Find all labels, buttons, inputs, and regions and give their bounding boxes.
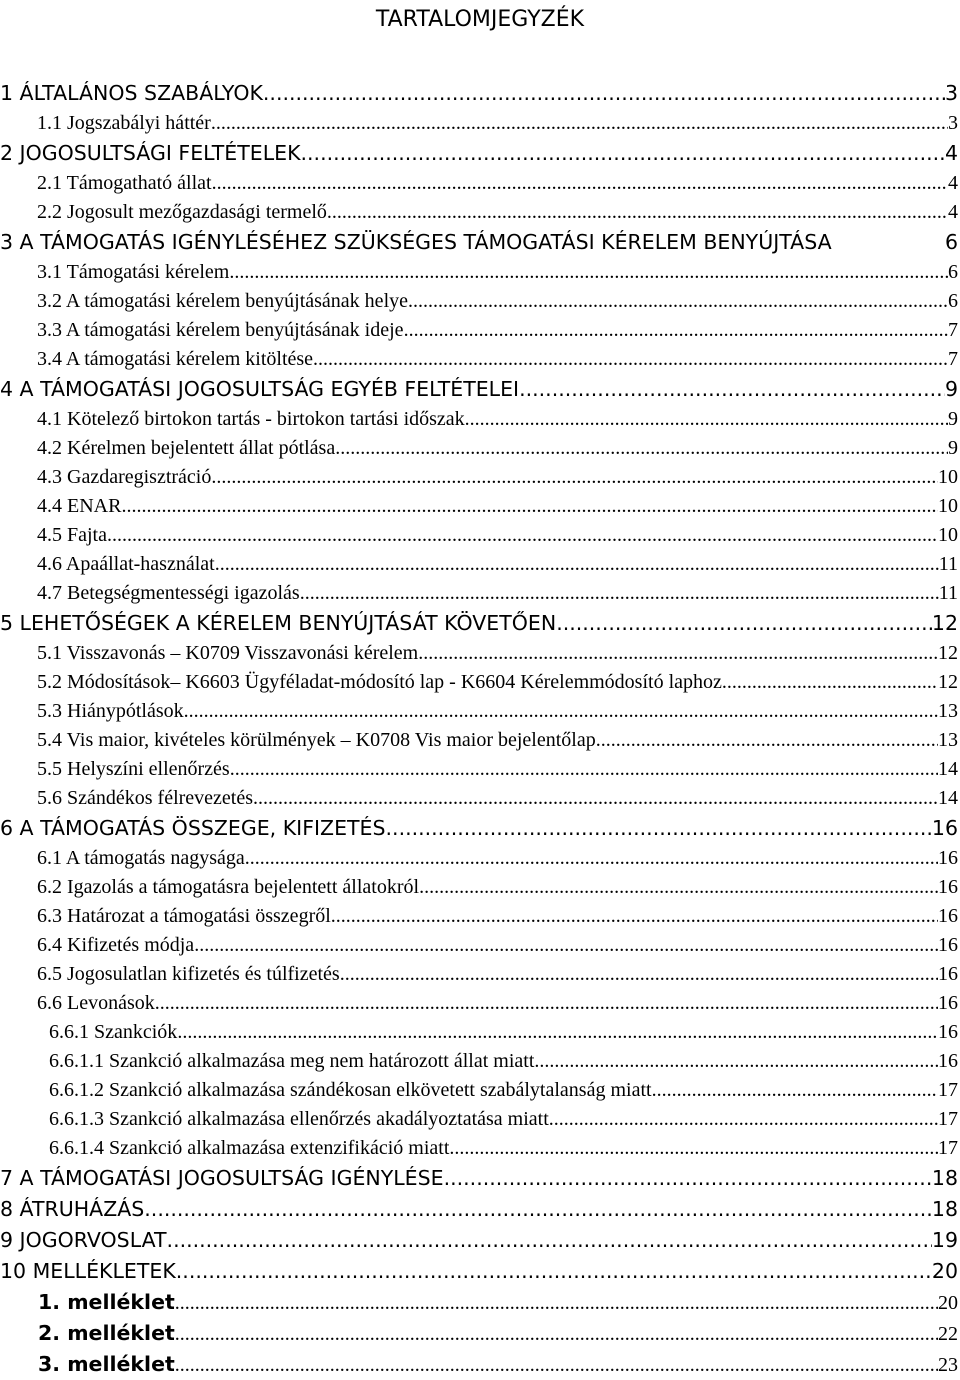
toc-entry-page-number: 9 (944, 377, 958, 401)
toc-entry-title: 4.3 Gazdaregisztráció (37, 466, 212, 488)
toc-entry[interactable] (0, 697, 960, 726)
toc-entry[interactable] (0, 1047, 960, 1076)
dot-leader (155, 989, 938, 1018)
toc-entry-title: 4.5 Fajta (37, 524, 107, 546)
toc-entry-title: 4.1 Kötelező birtokon tartás - birtokon tartási időszak (37, 408, 465, 430)
toc-entry-title: 4.7 Betegségmentességi igazolás (37, 582, 300, 604)
toc-entry-title: 7 A TÁMOGATÁSI JOGOSULTSÁG IGÉNYLÉSE (0, 1166, 444, 1190)
toc-entry[interactable] (0, 873, 960, 902)
dot-leader (300, 579, 939, 608)
toc-entry[interactable] (0, 1018, 960, 1047)
toc-entry-page-number: 7 (948, 319, 958, 341)
dot-leader (229, 258, 948, 287)
toc-entry-title: 6.6.1.1 Szankció alkalmazása meg nem határozott állat miatt (49, 1050, 535, 1072)
dot-leader (263, 78, 945, 109)
toc-entry[interactable] (0, 258, 960, 287)
toc-entry-page-number: 12 (938, 671, 958, 693)
toc-entry-page-number: 16 (938, 905, 958, 927)
toc-entry-page-number: 16 (931, 816, 958, 840)
toc-entry-page-number: 9 (948, 437, 958, 459)
toc-entry-title: 3.4 A támogatási kérelem kitöltése (37, 348, 314, 370)
dot-leader (722, 668, 938, 697)
toc-entry[interactable] (0, 639, 960, 668)
toc-entry[interactable] (0, 198, 960, 227)
toc-entry-title: 10 MELLÉKLETEK (0, 1259, 176, 1283)
toc-entry-title: 3 A TÁMOGATÁS IGÉNYLÉSÉHEZ SZÜKSÉGES TÁMOGATÁSI KÉRELEM BENYÚJTÁSA (0, 230, 832, 254)
dot-leader (176, 1256, 932, 1287)
dot-leader (301, 138, 945, 169)
toc-entry-title: 5.3 Hiánypótlások (37, 700, 184, 722)
toc-entry-page-number: 14 (938, 787, 958, 809)
toc-entry-page-number: 19 (931, 1228, 958, 1252)
toc-entry-title: 5.2 Módosítások– K6603 Ügyféladat-módosító lap - K6604 Kérelemmódosító laphoz (37, 671, 722, 693)
toc-entry-page-number: 18 (931, 1166, 958, 1190)
dot-leader (211, 463, 938, 492)
toc-entry-title: 5 LEHETŐSÉGEK A KÉRELEM BENYÚJTÁSÁT KÖVETŐEN (0, 611, 557, 635)
dot-leader (519, 374, 945, 405)
toc-entry[interactable] (0, 405, 960, 434)
toc-entry-page-number: 13 (938, 729, 958, 751)
toc-entry-page-number: 4 (948, 201, 958, 223)
dot-leader (107, 521, 938, 550)
toc-entry-page-number: 17 (938, 1137, 958, 1159)
toc-entry-title: 2.2 Jogosult mezőgazdasági termelő (37, 201, 327, 223)
toc-entry-title: 3.1 Támogatási kérelem (37, 261, 230, 283)
toc-entry-title: 3.2 A támogatási kérelem benyújtásának helye (37, 290, 408, 312)
table-of-contents (0, 78, 960, 1380)
toc-entry[interactable] (0, 1194, 960, 1225)
toc-entry-page-number: 7 (948, 348, 958, 370)
toc-entry[interactable] (0, 138, 960, 169)
toc-entry-title: 5.6 Szándékos félrevezetés (37, 787, 254, 809)
toc-entry[interactable] (0, 1225, 960, 1256)
toc-entry[interactable] (0, 1256, 960, 1287)
toc-entry-title: 5.5 Helyszíni ellenőrzés (37, 758, 230, 780)
toc-entry-page-number: 18 (931, 1197, 958, 1221)
dot-leader (419, 873, 938, 902)
toc-entry[interactable] (0, 316, 960, 345)
toc-entry-title: 6.1 A támogatás nagysága (37, 847, 245, 869)
dot-leader (215, 550, 939, 579)
dot-leader (212, 169, 948, 198)
toc-entry-title: 6.6.1.2 Szankció alkalmazása szándékosan elkövetett szabálytalanság miatt (49, 1079, 652, 1101)
toc-entry[interactable] (0, 1318, 960, 1349)
dot-leader (230, 755, 938, 784)
toc-entry[interactable] (0, 813, 960, 844)
dot-leader (465, 405, 948, 434)
toc-entry-title: 6.2 Igazolás a támogatásra bejelentett állatokról (37, 876, 420, 898)
dot-leader (144, 1194, 932, 1225)
toc-entry-title: 2. melléklet (38, 1321, 175, 1345)
toc-entry[interactable] (0, 1076, 960, 1105)
toc-entry-title: 6.3 Határozat a támogatási összegről (37, 905, 331, 927)
dot-leader (177, 1018, 938, 1047)
toc-entry[interactable] (0, 755, 960, 784)
toc-entry[interactable] (0, 844, 960, 873)
toc-entry-title: 5.1 Visszavonás – K0709 Visszavonási kérelem (37, 642, 419, 664)
toc-entry-title: 1.1 Jogszabályi háttér (37, 112, 211, 134)
toc-entry[interactable] (0, 1163, 960, 1194)
toc-entry-title: 4.6 Apaállat-használat (37, 553, 215, 575)
toc-entry-title: 6.6.1.4 Szankció alkalmazása extenzifikáció miatt (49, 1137, 450, 1159)
toc-entry[interactable] (0, 1287, 960, 1318)
dot-leader (418, 639, 938, 668)
toc-entry-page-number: 12 (938, 642, 958, 664)
dot-leader (175, 1288, 938, 1318)
dot-leader (449, 1134, 938, 1163)
toc-entry[interactable] (0, 1105, 960, 1134)
toc-entry-title: 4 A TÁMOGATÁSI JOGOSULTSÁG EGYÉB FELTÉTELEI (0, 377, 520, 401)
toc-entry[interactable] (0, 931, 960, 960)
toc-entry[interactable] (0, 287, 960, 316)
toc-entry-page-number: 4 (948, 172, 958, 194)
toc-entry[interactable] (0, 784, 960, 813)
toc-entry-title: 1. melléklet (38, 1290, 175, 1314)
toc-entry[interactable] (0, 374, 960, 405)
toc-entry[interactable] (0, 668, 960, 697)
dot-leader (534, 1047, 938, 1076)
dot-leader (404, 316, 948, 345)
dot-leader (444, 1163, 932, 1194)
toc-entry-page-number: 14 (938, 758, 958, 780)
toc-entry-page-number: 16 (938, 963, 958, 985)
toc-entry-title: 3. melléklet (38, 1352, 175, 1376)
dot-leader (184, 697, 938, 726)
toc-entry-title: 4.4 ENAR (37, 495, 122, 517)
toc-entry-page-number: 6 (948, 290, 958, 312)
dot-leader (194, 931, 938, 960)
dot-leader (556, 608, 932, 639)
dot-leader (327, 198, 948, 227)
toc-entry-title: 2.1 Támogatható állat (37, 172, 212, 194)
toc-entry-page-number: 4 (944, 141, 958, 165)
toc-entry-page-number: 10 (938, 466, 958, 488)
dot-leader (175, 1319, 938, 1349)
toc-entry[interactable] (0, 492, 960, 521)
dot-leader (652, 1076, 938, 1105)
toc-entry-title: 6.6 Levonások (37, 992, 155, 1014)
toc-entry[interactable] (0, 989, 960, 1018)
toc-entry-page-number: 11 (938, 553, 958, 575)
toc-entry[interactable] (0, 78, 960, 109)
dot-leader (245, 844, 938, 873)
dot-leader (167, 1225, 932, 1256)
toc-entry-title: 5.4 Vis maior, kivételes körülmények – K0708 Vis maior bejelentőlap (37, 729, 596, 751)
toc-entry-page-number: 13 (938, 700, 958, 722)
toc-entry-page-number: 22 (938, 1323, 958, 1345)
toc-entry-title: 1 ÁLTALÁNOS SZABÁLYOK (0, 81, 263, 105)
dot-leader (313, 345, 948, 374)
dot-leader (211, 109, 948, 138)
toc-entry-page-number: 6 (948, 261, 958, 283)
toc-entry-title: 6 A TÁMOGATÁS ÖSSZEGE, KIFIZETÉS (0, 816, 386, 840)
toc-entry[interactable] (0, 463, 960, 492)
dot-leader (331, 902, 938, 931)
dot-leader (253, 784, 938, 813)
toc-entry-title: 9 JOGORVOSLAT (0, 1228, 167, 1252)
dot-leader (121, 492, 938, 521)
toc-entry[interactable] (0, 608, 960, 639)
toc-entry-title: 6.4 Kifizetés módja (37, 934, 195, 956)
toc-entry-page-number: 3 (944, 81, 958, 105)
toc-entry[interactable] (0, 1349, 960, 1380)
toc-entry-page-number: 11 (938, 582, 958, 604)
toc-entry-page-number: 17 (938, 1108, 958, 1130)
dot-leader (596, 726, 938, 755)
toc-entry[interactable] (0, 434, 960, 463)
toc-entry-page-number: 23 (938, 1354, 958, 1376)
toc-entry-page-number: 16 (938, 1021, 958, 1043)
dot-leader (549, 1105, 938, 1134)
toc-entry[interactable] (0, 345, 960, 374)
toc-entry-page-number: 16 (938, 992, 958, 1014)
toc-entry-page-number: 3 (948, 112, 958, 134)
toc-entry-title: 6.6.1 Szankciók (49, 1021, 178, 1043)
toc-entry-title: 4.2 Kérelmen bejelentett állat pótlása (37, 437, 336, 459)
toc-entry-page-number: 10 (938, 495, 958, 517)
toc-entry[interactable] (0, 902, 960, 931)
toc-entry-title: 3.3 A támogatási kérelem benyújtásának ideje (37, 319, 404, 341)
toc-entry-page-number: 12 (931, 611, 958, 635)
toc-entry[interactable] (0, 726, 960, 755)
toc-entry-page-number: 16 (938, 1050, 958, 1072)
toc-entry[interactable] (0, 521, 960, 550)
toc-entry-page-number: 16 (938, 934, 958, 956)
toc-entry[interactable] (0, 960, 960, 989)
toc-entry-page-number: 20 (938, 1292, 958, 1314)
toc-entry-page-number: 9 (948, 408, 958, 430)
toc-entry-page-number: 10 (938, 524, 958, 546)
dot-leader (340, 960, 938, 989)
toc-entry[interactable] (0, 579, 960, 608)
toc-entry-page-number: 16 (938, 847, 958, 869)
dot-leader (175, 1350, 938, 1380)
toc-entry-title: 6.5 Jogosulatlan kifizetés és túlfizetés (37, 963, 340, 985)
dot-leader (408, 287, 948, 316)
toc-entry[interactable] (0, 169, 960, 198)
toc-entry-page-number: 17 (938, 1079, 958, 1101)
toc-entry[interactable] (0, 1134, 960, 1163)
dot-leader (386, 813, 932, 844)
toc-entry[interactable] (0, 109, 960, 138)
dot-leader (335, 434, 948, 463)
toc-entry-page-number: 20 (931, 1259, 958, 1283)
toc-entry-page-number: 6 (944, 230, 958, 254)
toc-entry[interactable] (0, 550, 960, 579)
toc-entry-page-number: 16 (938, 876, 958, 898)
toc-entry-title: 6.6.1.3 Szankció alkalmazása ellenőrzés akadályoztatása miatt (49, 1108, 549, 1130)
toc-entry-title: 2 JOGOSULTSÁGI FELTÉTELEK (0, 141, 301, 165)
toc-entry[interactable] (0, 227, 960, 258)
toc-entry-title: 8 ÁTRUHÁZÁS (0, 1197, 145, 1221)
page-title: TARTALOMJEGYZÉK (375, 7, 585, 32)
